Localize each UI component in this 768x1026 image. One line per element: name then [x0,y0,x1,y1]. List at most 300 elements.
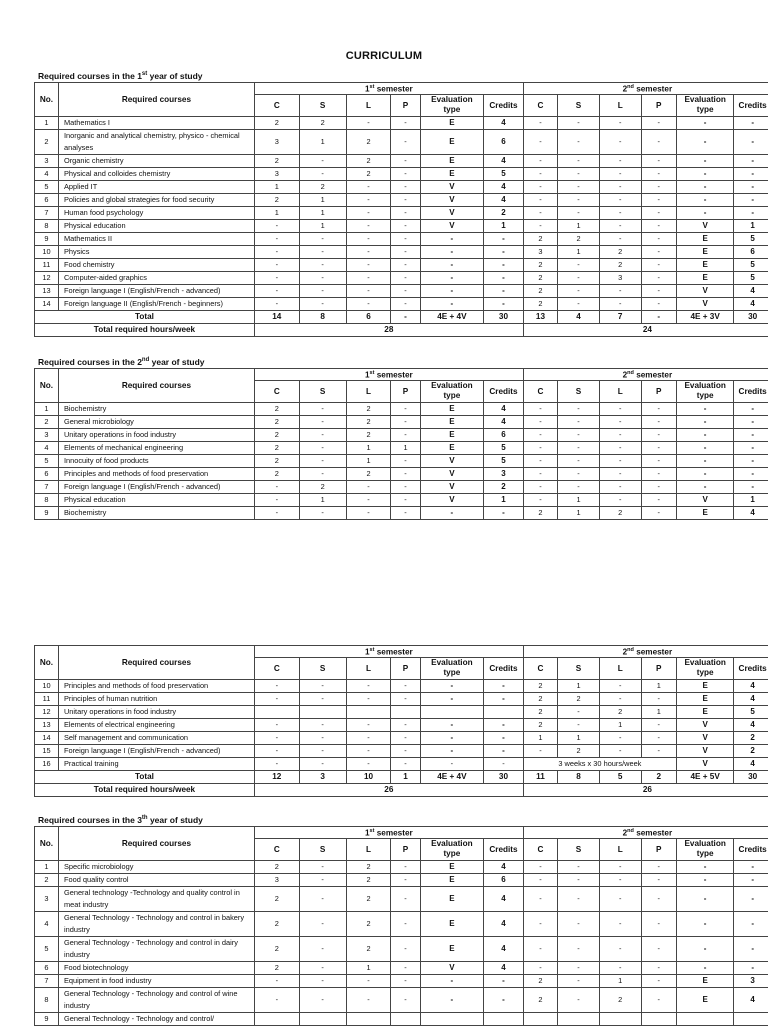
table-cell: 1 [299,206,346,219]
table-cell: - [391,271,420,284]
table-cell: - [676,873,733,886]
table-cell: - [391,744,420,757]
table-cell: 1 [346,961,391,974]
table-cell: - [676,911,733,936]
table-cell: - [254,731,299,744]
table-cell: - [484,731,524,744]
row-number: 14 [35,297,59,310]
column-header-course: Required courses [58,827,254,861]
table-cell: - [484,297,524,310]
table-cell: - [391,692,420,705]
table-cell: - [420,245,484,258]
table-cell: - [346,744,391,757]
column-header-sem2-p: P [641,94,676,116]
table-cell: - [299,271,346,284]
table-row [35,936,768,961]
table-cell: 4 [484,402,524,415]
table-row [35,493,768,506]
table-cell [299,1012,346,1025]
table-cell: V [676,219,733,232]
table-cell: 4 [484,860,524,873]
table-cell: - [484,744,524,757]
table-cell: V [420,961,484,974]
table-cell: - [676,428,733,441]
table-cell: - [299,974,346,987]
column-header-sem2-s: S [558,838,600,860]
table-cell: - [299,860,346,873]
table-cell: - [734,441,768,454]
table-cell [420,705,484,718]
table-cell: - [641,886,676,911]
table-cell: 2 [346,860,391,873]
table-cell: - [254,506,299,519]
total-cell: 4E + 3V [676,310,733,323]
table-cell: 3 [734,974,768,987]
row-number: 8 [35,987,59,1012]
table-cell: - [346,506,391,519]
table-row [35,219,768,232]
table-cell: - [558,961,600,974]
table-cell: - [484,679,524,692]
table-cell: - [346,116,391,129]
course-name: Self management and communication [58,731,254,744]
total-cell: 30 [734,770,768,783]
table-cell: - [346,718,391,731]
table-cell: - [420,987,484,1012]
table-cell: - [523,193,557,206]
table-cell: - [391,297,420,310]
course-name: General Technology - Technology and control in bakery industry [58,911,254,936]
table-cell: - [523,206,557,219]
total-label: Total [35,310,255,323]
table-cell: - [391,284,420,297]
column-header-sem1-l: L [346,838,391,860]
table-cell: - [299,297,346,310]
table-cell: - [523,744,557,757]
table-cell: - [484,232,524,245]
table-cell: - [734,206,768,219]
table-row [35,245,768,258]
table-cell: - [558,193,600,206]
total-cell: - [641,310,676,323]
table-cell: - [558,154,600,167]
course-name: Biochemistry [58,402,254,415]
hours-sem2: 24 [523,323,768,336]
table-cell: 1 [299,219,346,232]
table-cell: - [599,493,641,506]
table-cell: 3 [484,467,524,480]
table-cell: 2 [523,232,557,245]
table-cell: V [420,193,484,206]
table-cell: - [523,428,557,441]
table-cell: 4 [484,116,524,129]
table-cell: - [523,154,557,167]
table-cell: E [420,936,484,961]
table-cell: 2 [254,402,299,415]
table-cell: 2 [346,402,391,415]
table-cell: E [676,987,733,1012]
table-cell: - [391,936,420,961]
table-cell: 1 [558,679,600,692]
table-cell: - [420,757,484,770]
table-cell: - [558,480,600,493]
table-cell: - [523,415,557,428]
table-cell: - [484,271,524,284]
table-cell: 2 [523,987,557,1012]
course-name: Human food psychology [58,206,254,219]
table-cell: - [484,258,524,271]
table-cell: 2 [254,936,299,961]
table-cell: 2 [346,886,391,911]
table-cell: - [523,180,557,193]
practical-duration: 3 weeks x 30 hours/week [523,757,676,770]
table-cell: - [391,258,420,271]
table-cell: - [558,284,600,297]
table-row [35,860,768,873]
table-row [35,441,768,454]
column-header-sem1-p: P [391,380,420,402]
table-cell: 4 [484,180,524,193]
table-cell: - [734,129,768,154]
table-cell: - [299,154,346,167]
course-name: Principles and methods of food preservation [58,467,254,480]
table-cell: - [346,297,391,310]
table-cell [484,705,524,718]
hours-sem2: 26 [523,783,768,796]
total-cell: 5 [599,770,641,783]
course-name: Physical education [58,493,254,506]
table-cell: - [391,467,420,480]
table-cell: - [599,731,641,744]
table-cell: 2 [346,467,391,480]
row-number: 3 [35,154,59,167]
table-row [35,873,768,886]
table-cell: - [391,129,420,154]
table-row [35,167,768,180]
course-name: Policies and global strategies for food security [58,193,254,206]
table-cell: - [346,180,391,193]
column-header-sem2-c: C [523,657,557,679]
column-header-sem2-p: P [641,657,676,679]
table-cell: 2 [254,961,299,974]
table-cell: - [676,180,733,193]
table-cell: - [420,692,484,705]
table-cell: V [420,454,484,467]
table-cell: - [523,886,557,911]
table-cell: - [558,886,600,911]
table-cell: - [641,219,676,232]
column-header-sem1-s: S [299,94,346,116]
column-header-sem2-s: S [558,657,600,679]
row-number: 6 [35,193,59,206]
table-cell: - [391,493,420,506]
table-cell: 1 [254,180,299,193]
total-cell: 3 [299,770,346,783]
table-cell: - [641,961,676,974]
course-name: Practical training [58,757,254,770]
table-cell: - [299,961,346,974]
hours-label: Total required hours/week [35,783,255,796]
course-name: Foreign language I (English/French - advanced) [58,480,254,493]
row-number: 6 [35,467,59,480]
semester-1-header: 1st semester [254,646,523,658]
table-cell: 2 [523,705,557,718]
course-name: Foreign language II (English/French - beginners) [58,297,254,310]
table-cell: E [420,415,484,428]
table-cell: E [420,116,484,129]
row-number: 5 [35,936,59,961]
table-cell: 4 [734,297,768,310]
table-cell: V [420,206,484,219]
column-header-sem2-credits: Credits [734,657,768,679]
table-cell: V [676,718,733,731]
total-cell: - [391,310,420,323]
table-row [35,974,768,987]
column-header-course: Required courses [58,646,254,680]
table-cell: 2 [484,206,524,219]
table-cell: V [420,219,484,232]
table-cell: - [523,936,557,961]
table-cell: - [558,167,600,180]
table-cell: - [676,116,733,129]
table-cell: 5 [484,167,524,180]
column-header-no: No. [35,827,59,861]
table-cell: 2 [558,692,600,705]
table-cell: - [420,297,484,310]
table-cell: - [391,974,420,987]
table-cell: - [391,757,420,770]
table-cell: 1 [599,718,641,731]
column-header-sem1-l: L [346,94,391,116]
table-cell: - [523,860,557,873]
table-cell: - [299,402,346,415]
table-cell: - [734,180,768,193]
table-cell: - [523,129,557,154]
table-cell: V [676,731,733,744]
course-name: Principles of human nutrition [58,692,254,705]
course-name: Organic chemistry [58,154,254,167]
table-cell: - [641,129,676,154]
course-name: Food chemistry [58,258,254,271]
table-cell: 1 [484,219,524,232]
table-cell: - [299,987,346,1012]
hours-row [35,323,768,336]
total-cell: 4E + 4V [420,770,484,783]
table-cell: - [299,679,346,692]
table-cell: 2 [558,232,600,245]
table-cell: - [734,428,768,441]
table-cell: - [346,271,391,284]
table-cell: - [558,454,600,467]
course-name: Mathematics II [58,232,254,245]
column-header-sem2-evaluation-type: Evaluation type [676,94,733,116]
table-cell: - [299,415,346,428]
table-cell: - [599,441,641,454]
table-cell: - [641,415,676,428]
table-cell: E [676,679,733,692]
table-cell: - [391,961,420,974]
table-cell: V [420,467,484,480]
row-number: 1 [35,860,59,873]
table-cell: - [641,402,676,415]
table-cell [299,705,346,718]
table-cell: - [599,467,641,480]
table-cell: 1 [523,731,557,744]
column-header-sem1-evaluation-type: Evaluation type [420,380,484,402]
total-cell: 8 [299,310,346,323]
table-cell: 3 [254,167,299,180]
total-cell: 11 [523,770,557,783]
table-row [35,129,768,154]
row-number: 11 [35,258,59,271]
row-number: 1 [35,402,59,415]
table-cell: - [558,441,600,454]
table-cell: 4 [484,886,524,911]
table-cell: 4 [734,284,768,297]
table-cell: - [420,744,484,757]
table-cell: - [391,154,420,167]
semester-1-header: 1st semester [254,83,523,95]
table-cell: - [641,936,676,961]
table-cell: - [391,454,420,467]
table-cell: - [254,718,299,731]
table-row [35,692,768,705]
table-cell: 1 [599,974,641,987]
total-cell: 8 [558,770,600,783]
total-cell: 10 [346,770,391,783]
table-cell: - [254,284,299,297]
table-cell: 2 [558,744,600,757]
table-cell: - [734,911,768,936]
column-header-sem1-l: L [346,657,391,679]
table-cell: - [420,258,484,271]
table-cell: - [299,428,346,441]
table-cell: - [391,718,420,731]
table-cell: 1 [734,493,768,506]
table-cell: E [420,129,484,154]
table-cell: - [599,936,641,961]
table-cell: V [676,757,733,770]
hours-sem1: 26 [254,783,523,796]
column-header-sem2-s: S [558,380,600,402]
table-cell: 2 [346,428,391,441]
column-header-sem1-c: C [254,380,299,402]
total-row [35,310,768,323]
table-cell: 16 [35,757,59,770]
table-row [35,886,768,911]
table-cell: E [420,860,484,873]
column-header-course: Required courses [58,83,254,117]
row-number: 9 [35,1012,59,1025]
table-cell: - [599,961,641,974]
table-cell: - [484,718,524,731]
row-number: 7 [35,480,59,493]
table-cell: - [641,467,676,480]
column-header-sem2-credits: Credits [734,838,768,860]
column-header-course: Required courses [58,369,254,403]
table-cell: - [523,911,557,936]
table-cell: - [558,271,600,284]
table-cell: - [734,415,768,428]
table-cell: - [641,860,676,873]
table-cell: 2 [599,258,641,271]
table-cell: - [641,731,676,744]
table-cell: 1 [299,193,346,206]
course-name: General technology -Technology and quality control in meat industry [58,886,254,911]
table-cell: - [299,718,346,731]
table-cell: 1 [346,441,391,454]
table-cell: 2 [523,258,557,271]
table-cell: - [254,679,299,692]
table-cell: - [391,731,420,744]
table-cell: - [299,284,346,297]
column-header-sem1-evaluation-type: Evaluation type [420,94,484,116]
table-cell: 5 [484,441,524,454]
row-number: 8 [35,493,59,506]
table-cell: - [641,718,676,731]
table-cell [484,1012,524,1025]
table-cell: 4 [484,936,524,961]
table-cell: - [599,180,641,193]
table-cell: 1 [299,129,346,154]
table-cell: - [599,154,641,167]
table-cell: 4 [734,757,768,770]
table-cell: - [558,402,600,415]
table-cell: - [734,873,768,886]
table-cell: - [391,987,420,1012]
table-cell: E [676,705,733,718]
column-header-sem1-c: C [254,657,299,679]
semester-2-header: 2nd semester [523,83,768,95]
course-name: Foreign language I (English/French - advanced) [58,284,254,297]
course-name: Innocuity of food products [58,454,254,467]
course-name: General microbiology [58,415,254,428]
table-cell: - [346,731,391,744]
table-cell: - [391,116,420,129]
table-cell: - [420,232,484,245]
table-cell: - [676,860,733,873]
hours-label: Total required hours/week [35,323,255,336]
table-cell: 2 [346,936,391,961]
row-number: 11 [35,692,59,705]
table-cell: - [299,467,346,480]
table-cell: - [391,911,420,936]
table-cell: - [523,467,557,480]
table-cell: 1 [484,493,524,506]
course-name: Food biotechnology [58,961,254,974]
table-cell: - [641,245,676,258]
table-cell: 2 [254,454,299,467]
table-row [35,679,768,692]
table-cell: 2 [523,506,557,519]
table-cell: 6 [484,428,524,441]
table-cell: - [346,493,391,506]
table-row [35,402,768,415]
table-cell: V [420,493,484,506]
table-cell: - [254,757,299,770]
table-cell: - [641,180,676,193]
table-cell: - [484,974,524,987]
table-cell: 2 [523,679,557,692]
row-number: 10 [35,679,59,692]
table-row [35,297,768,310]
table-cell: - [734,886,768,911]
total-cell: 14 [254,310,299,323]
table-cell: - [734,454,768,467]
total-cell: 2 [641,770,676,783]
row-number: 4 [35,441,59,454]
table-cell: - [391,860,420,873]
